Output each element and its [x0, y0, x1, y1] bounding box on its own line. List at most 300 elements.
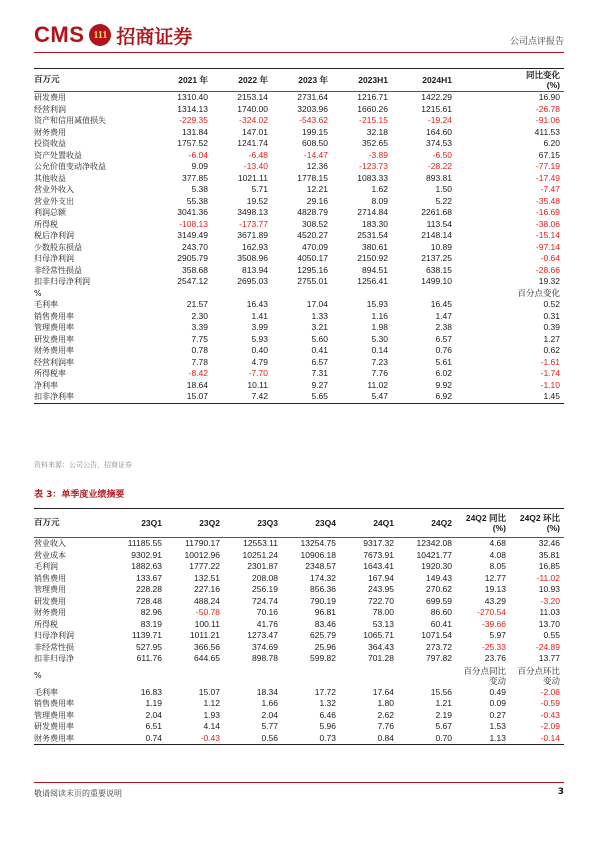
pct-rows [34, 687, 564, 745]
cell-value: 4828.79 [297, 207, 328, 217]
footer-divider [34, 782, 564, 783]
cell-value: 638.15 [426, 264, 452, 275]
cell-value: -7.47 [540, 184, 560, 194]
cell-value: 113.54 [426, 218, 452, 229]
cell-value: -6.04 [188, 149, 208, 160]
cell-value: 2.30 [191, 310, 208, 321]
cell-value: 60.41 [430, 618, 452, 629]
cell-value: 898.78 [252, 653, 278, 663]
cell-value: 0.27 [489, 709, 506, 720]
cell-value: 380.61 [362, 241, 388, 252]
cell-value: 3498.13 [237, 207, 268, 217]
cell-value: -91.06 [535, 115, 560, 125]
cell-value: 411.53 [534, 126, 560, 137]
cell-value: -17.49 [535, 172, 560, 183]
cell-value: 10421.77 [416, 549, 452, 560]
cell-value: 2695.03 [237, 276, 268, 286]
cell-value: 4.79 [251, 356, 268, 367]
row-label: 非经常性损益 [34, 265, 82, 275]
cell-value: 1757.52 [177, 138, 208, 148]
cell-value: -324.02 [239, 115, 268, 125]
cell-value: 227.16 [194, 584, 220, 594]
cell-value: 2261.68 [421, 207, 452, 217]
cell-value: 11185.55 [127, 538, 162, 548]
cell-value: 2755.01 [297, 276, 328, 286]
cell-value: 352.65 [362, 138, 388, 148]
cell-value: 13254.75 [300, 538, 336, 548]
cell-value: 1071.54 [421, 630, 452, 640]
cell-value: 2.62 [377, 709, 394, 720]
row-label: 所得税 [34, 619, 58, 629]
cell-value: 1740.00 [237, 103, 268, 114]
table-row [34, 104, 564, 116]
cell-value: 6.57 [435, 333, 452, 344]
cell-value: 174.32 [310, 572, 336, 583]
cell-value: -2.09 [540, 721, 560, 731]
cell-value: 625.79 [310, 630, 336, 640]
cell-value: 2348.57 [305, 561, 336, 571]
cell-value: 1.50 [435, 184, 452, 194]
cell-value: 1.93 [203, 709, 220, 720]
yoy-column-header [456, 69, 564, 92]
source-note: 资料来源：公司公告，招商证券 [34, 461, 132, 469]
cell-value: -77.19 [535, 161, 560, 171]
cell-value: 4.68 [489, 538, 506, 548]
cell-value: 16.90 [538, 92, 560, 102]
cell-value: 1777.22 [189, 561, 220, 571]
cell-value: 1.27 [543, 333, 560, 344]
cell-value: 12342.08 [416, 538, 452, 548]
cell-value: 374.53 [426, 138, 452, 148]
cell-value: 10906.18 [300, 549, 336, 560]
table-header-row [34, 69, 564, 92]
row-label: 财务费用率 [34, 346, 74, 355]
cell-value: 0.74 [106, 733, 166, 745]
cell-value: 10.11 [247, 379, 268, 390]
cell-value: 131.84 [182, 126, 208, 137]
cell-value: 41.76 [256, 618, 278, 629]
pct-qoq-header-line1: 百分点环比 [517, 665, 560, 676]
row-label: 销售费用率 [34, 311, 74, 321]
cell-value: 9.27 [311, 379, 328, 390]
cell-value: 6.02 [435, 368, 452, 378]
row-label: 所得税率 [34, 369, 66, 378]
cell-value: -215.15 [359, 115, 388, 125]
cell-value: 364.43 [368, 641, 394, 652]
table-row [34, 642, 564, 654]
cell-value: 7.76 [371, 368, 388, 378]
cell-value: 35.81 [538, 549, 560, 560]
cell-value: 18.34 [256, 686, 278, 697]
column-header: 23Q2 [166, 509, 224, 538]
cell-value: 724.74 [252, 595, 278, 606]
cell-value: 7.75 [191, 333, 208, 344]
row-label: 税后净利润 [34, 231, 74, 240]
cell-value: 23.76 [484, 653, 506, 663]
cell-value: 12.77 [484, 572, 506, 583]
cell-value: 1778.15 [297, 172, 328, 183]
cell-value: 13.70 [538, 618, 560, 629]
cell-value: 701.28 [368, 653, 394, 663]
amount-rows [34, 538, 564, 665]
table-row [34, 299, 564, 311]
cell-value: 5.77 [261, 721, 278, 731]
cell-value: 5.97 [489, 630, 506, 640]
logo-chinese-text: 招商证券 [116, 25, 193, 48]
cell-value: 1920.30 [421, 561, 452, 571]
row-label: 研发费用率 [34, 722, 74, 731]
row-label: 研发费用率 [34, 334, 74, 344]
cell-value: 7.76 [377, 721, 394, 731]
table-row [34, 596, 564, 608]
table-row [34, 219, 564, 231]
row-label: 投资收益 [34, 139, 66, 148]
cell-value: -1.61 [540, 356, 560, 367]
cell-value: 0.09 [489, 698, 506, 708]
cell-value: 0.55 [543, 630, 560, 640]
cell-value: 15.56 [430, 686, 452, 697]
row-label: 经营利润率 [34, 357, 74, 367]
column-header: 23Q1 [106, 509, 166, 538]
row-label: 净利率 [34, 380, 58, 390]
cell-value: 4520.27 [297, 230, 328, 240]
cell-value: -543.62 [299, 115, 328, 125]
table-row [34, 733, 564, 745]
cell-value: 133.67 [136, 572, 162, 583]
pct-qoq-header [510, 665, 564, 687]
row-label: 公允价值变动净收益 [34, 162, 106, 171]
cell-value: 5.65 [272, 391, 332, 403]
row-label: 少数股东损益 [34, 242, 82, 252]
pct-label: % [34, 670, 42, 680]
cell-value: -16.69 [535, 207, 560, 217]
cell-value: 55.38 [186, 195, 208, 206]
cell-value: 374.69 [252, 641, 278, 652]
cell-value: 6.20 [543, 138, 560, 148]
cell-value: 5.60 [311, 333, 328, 344]
cell-value: 6.51 [145, 721, 162, 731]
cell-value: 43.29 [484, 595, 506, 606]
table-row [34, 357, 564, 369]
table-row [34, 380, 564, 392]
table-row [34, 150, 564, 162]
pct-header-row [34, 665, 564, 687]
cell-value: 0.39 [543, 322, 560, 332]
cell-value: 11.03 [539, 607, 560, 617]
cell-value: 1310.40 [177, 92, 208, 102]
cell-value: 16.43 [246, 299, 268, 309]
row-label: 利润总额 [34, 208, 66, 217]
row-label: 经营利润 [34, 104, 66, 114]
qoq-column-header [510, 509, 564, 538]
cell-value: -0.43 [540, 709, 560, 720]
cell-value: 1.62 [371, 184, 388, 194]
cell-value: -28.66 [535, 264, 560, 275]
cell-value: 18.64 [186, 379, 208, 390]
cell-value: 3041.36 [177, 207, 208, 217]
cell-value: 9.92 [435, 379, 452, 390]
cell-value: 10012.96 [184, 549, 220, 560]
cell-value: 1021.11 [237, 172, 268, 183]
cell-value: 8.09 [371, 195, 388, 206]
cell-value: 9.09 [191, 161, 208, 171]
cell-value: 132.51 [194, 572, 220, 583]
cell-value: 16.85 [538, 561, 560, 571]
cell-value: -0.64 [540, 253, 560, 263]
cell-value: 2153.14 [237, 92, 268, 102]
cell-value: 4.08 [489, 549, 506, 560]
cell-value: 78.00 [372, 607, 394, 617]
column-header: 23Q3 [224, 509, 282, 538]
table-row [34, 334, 564, 346]
cell-value: 1.13 [456, 733, 510, 745]
cell-value: 366.56 [194, 641, 220, 652]
cell-value: 2137.25 [421, 253, 452, 263]
cell-value: 797.82 [426, 653, 452, 663]
cell-value: 5.47 [332, 391, 392, 403]
cell-value: 256.19 [252, 584, 278, 594]
row-label: 归母净利润 [34, 254, 74, 263]
cell-value: 1.41 [251, 310, 268, 321]
cell-value: 813.94 [242, 264, 268, 275]
cell-value: -26.78 [535, 103, 560, 114]
cell-value: 2.04 [145, 709, 162, 720]
cell-value: 856.36 [310, 584, 336, 594]
cell-value: -0.14 [510, 733, 564, 745]
cell-value: 1256.41 [357, 276, 388, 286]
cell-value: 7.78 [191, 356, 208, 367]
pct-yoy-header-line1: 百分点同比 [463, 665, 506, 676]
cell-value: 0.76 [435, 345, 452, 355]
cell-value: 11790.17 [185, 538, 220, 548]
table-row [34, 710, 564, 722]
cell-value: 17.72 [314, 686, 336, 697]
cell-value: -39.66 [481, 618, 506, 629]
cell-value: 86.60 [430, 607, 452, 617]
cell-value: 699.59 [426, 595, 452, 606]
table-row [34, 550, 564, 562]
cell-value: -19.24 [427, 115, 452, 125]
cell-value: 2.04 [261, 709, 278, 720]
cell-value: 611.76 [136, 653, 162, 663]
cell-value: 19.13 [484, 584, 506, 594]
cell-value: -108.13 [179, 218, 208, 229]
cell-value: 15.07 [198, 686, 220, 697]
column-header: 24Q2 [398, 509, 456, 538]
qoq-header-line1: 24Q2 环比 [519, 513, 560, 523]
cell-value: 1660.26 [357, 103, 388, 114]
cell-value: 7673.91 [363, 549, 394, 560]
cell-value: 4.14 [203, 721, 220, 731]
cell-value: 208.08 [252, 572, 278, 583]
cell-value: -15.14 [535, 230, 560, 240]
cell-value: 5.71 [251, 184, 268, 194]
qoq-header-line2: (%) [546, 523, 560, 533]
table-row [34, 368, 564, 380]
logo-cms-text: CMS [34, 22, 85, 47]
pct-qoq-header-line2: 变动 [542, 675, 560, 686]
cell-value: 5.96 [319, 721, 336, 731]
cell-value: 12.21 [306, 184, 328, 194]
row-label: 资产和信用减值损失 [34, 116, 106, 125]
cell-value: 2547.12 [177, 276, 208, 286]
row-label: 销售费用率 [34, 699, 74, 708]
cell-value: 5.38 [191, 184, 208, 194]
table-row [34, 561, 564, 573]
yoy-column-header [456, 509, 510, 538]
cell-value: 1314.13 [177, 103, 208, 114]
cell-value: 243.95 [368, 584, 394, 594]
table-row [34, 127, 564, 139]
column-header: 23Q4 [282, 509, 340, 538]
cell-value: 2714.84 [357, 207, 388, 217]
table-row [34, 687, 564, 699]
cell-value: -24.89 [535, 641, 560, 652]
cell-value: -173.77 [239, 218, 268, 229]
cell-value: 0.62 [543, 345, 560, 355]
cell-value: 0.73 [282, 733, 340, 745]
cell-value: 2301.87 [247, 561, 278, 571]
cell-value: -1.74 [540, 368, 560, 378]
row-label: 管理费用率 [34, 710, 74, 720]
table-row [34, 538, 564, 550]
cell-value: 893.81 [426, 172, 452, 183]
table-row [34, 391, 564, 403]
cell-value: 1.98 [371, 322, 388, 332]
cell-value: -0.43 [166, 733, 224, 745]
row-label: 归母净利润 [34, 631, 74, 640]
cell-value: 1.16 [371, 310, 388, 321]
cell-value: 1882.63 [131, 561, 162, 571]
pct-yoy-header [456, 665, 510, 687]
page-number: 3 [557, 787, 564, 797]
table-row [34, 92, 564, 104]
cell-value: 270.62 [426, 584, 452, 594]
cell-value: 599.82 [310, 653, 336, 663]
cell-value: 1643.41 [363, 561, 394, 571]
cell-value: -35.48 [535, 195, 560, 206]
column-header: 2021 年 [138, 69, 212, 92]
row-label: 扣非归母净 [34, 654, 74, 663]
cell-value: 0.40 [251, 345, 268, 355]
cell-value: -123.73 [359, 161, 388, 171]
cell-value: 1.45 [456, 391, 564, 403]
row-label: 毛利率 [34, 687, 58, 697]
pct-change-header: 百分点变化 [517, 288, 560, 299]
cell-value: 25.96 [314, 641, 336, 652]
cell-value: 147.01 [242, 126, 268, 137]
cell-value: 243.70 [182, 241, 208, 252]
cell-value: 2.19 [435, 709, 452, 720]
row-label: 扣非归母净利润 [34, 277, 90, 286]
cell-value: 0.52 [543, 299, 560, 309]
cell-value: 0.41 [311, 345, 328, 355]
cell-value: 6.46 [319, 709, 336, 720]
cell-value: 21.57 [186, 299, 208, 309]
cell-value: 1.19 [145, 698, 162, 708]
cell-value: 790.19 [310, 595, 336, 606]
cell-value: 32.18 [366, 126, 388, 137]
column-header: 24Q1 [340, 509, 398, 538]
row-label: 财务费用 [34, 127, 66, 137]
cell-value: 894.51 [362, 264, 388, 275]
cell-value: 15.07 [138, 391, 212, 403]
cell-value: 83.19 [140, 618, 162, 629]
cell-value: 13.77 [538, 653, 560, 663]
cell-value: 162.93 [242, 241, 268, 252]
cell-value: 1216.71 [357, 92, 388, 102]
column-header: 2024H1 [392, 69, 456, 92]
cell-value: 17.64 [372, 686, 394, 697]
cell-value: 9317.32 [363, 538, 394, 548]
column-header: 2023H1 [332, 69, 392, 92]
row-label: 研发费用 [34, 596, 66, 606]
cell-value: 199.15 [302, 126, 328, 137]
table-header-row [34, 509, 564, 538]
cell-value: 1273.47 [247, 630, 278, 640]
cell-value: -270.54 [477, 607, 506, 617]
row-label: 研发费用 [34, 93, 66, 102]
cell-value: 19.32 [538, 276, 560, 286]
cell-value: 17.04 [306, 299, 328, 309]
table-row [34, 653, 564, 665]
table-row [34, 698, 564, 710]
column-header: 2023 年 [272, 69, 332, 92]
cell-value: 722.70 [368, 595, 394, 606]
cell-value: 1.33 [311, 310, 328, 321]
cell-value: -13.40 [243, 161, 268, 171]
table-row [34, 322, 564, 334]
table-row [34, 584, 564, 596]
cell-value: 1241.74 [237, 138, 268, 148]
quarterly-summary-table [34, 508, 564, 745]
table-row [34, 619, 564, 631]
cell-value: 1.53 [489, 721, 506, 731]
cell-value: 29.16 [306, 195, 328, 206]
cell-value: 100.11 [194, 618, 220, 629]
cell-value: 167.94 [368, 572, 394, 583]
cell-value: 16.83 [140, 686, 162, 697]
cell-value: 19.52 [246, 195, 268, 206]
cell-value: 3.39 [191, 322, 208, 332]
cell-value: -28.22 [427, 161, 452, 171]
cell-value: 1.47 [435, 310, 452, 321]
cell-value: 1139.71 [131, 630, 162, 640]
cell-value: 0.31 [543, 310, 560, 321]
cell-value: 16.45 [430, 299, 452, 309]
cell-value: 10251.24 [242, 549, 278, 560]
cell-value: 1499.10 [421, 276, 452, 286]
cell-value: 2731.64 [297, 92, 328, 102]
cell-value: 1.21 [435, 698, 452, 708]
cell-value: 1.80 [377, 698, 394, 708]
page-header [34, 18, 564, 52]
table-row [34, 721, 564, 733]
row-label: 管理费用率 [34, 323, 74, 332]
cell-value: 2905.79 [177, 253, 208, 263]
row-label: 营业外支出 [34, 196, 74, 206]
cell-value: 728.48 [136, 595, 162, 606]
cell-value: -8.42 [188, 368, 208, 378]
cell-value: 5.93 [251, 333, 268, 344]
header-divider [34, 52, 564, 53]
cell-value: 9302.91 [131, 549, 162, 560]
cell-value: 358.68 [182, 264, 208, 275]
cell-value: 644.65 [194, 653, 220, 663]
cell-value: -11.02 [536, 572, 560, 583]
row-label: 扣非净利率 [34, 391, 138, 403]
cell-value: -3.20 [540, 595, 560, 606]
